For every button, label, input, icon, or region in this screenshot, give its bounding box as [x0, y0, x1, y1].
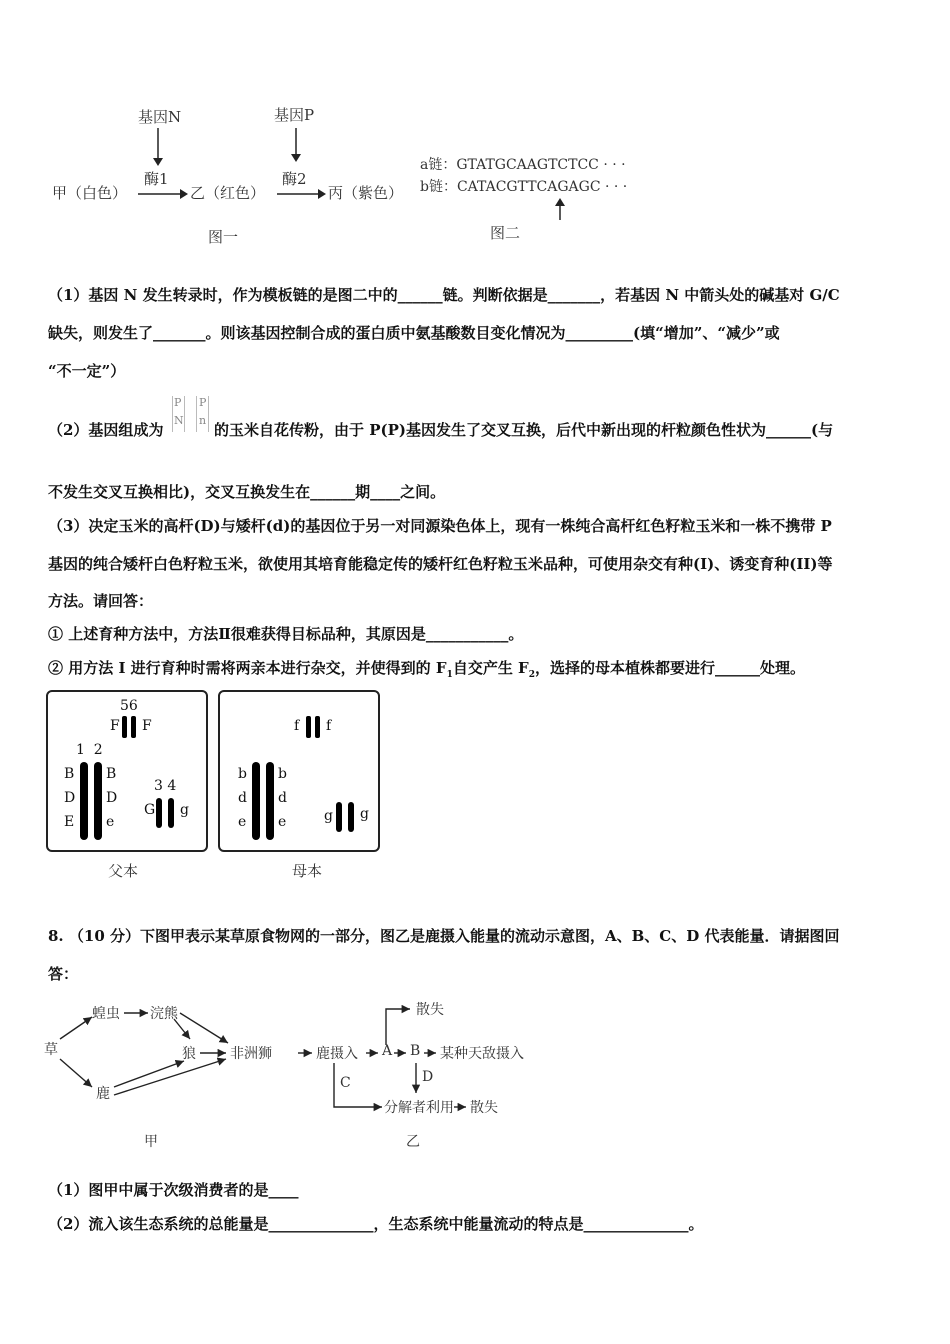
energy-c-label: C	[340, 1075, 351, 1091]
mother-f-right: f	[326, 718, 332, 734]
mother-chrom-5	[306, 716, 311, 738]
q3-sub2-post: ，选择的母本植株都要进行______处理。	[534, 659, 805, 677]
father-left-gene-1: D	[64, 790, 76, 806]
deer-intake-label: 鹿摄入	[316, 1046, 358, 1062]
q1-line3: “不一定”）	[48, 362, 126, 380]
father-panel	[46, 690, 208, 852]
father-caption: 父本	[108, 862, 139, 880]
mother-caption: 母本	[292, 862, 323, 880]
lost-1-label: 散失	[416, 1002, 444, 1018]
mother-chrom-2	[266, 762, 274, 840]
mother-left-gene-1: d	[238, 790, 247, 806]
father-chrom-2	[94, 762, 102, 840]
mother-f-left: f	[294, 718, 300, 734]
mother-chrom-6	[315, 716, 320, 738]
father-G: G	[144, 802, 156, 818]
father-F-right: F	[142, 718, 152, 734]
father-F-left: F	[110, 718, 120, 734]
gene-n-label: 基因N	[138, 108, 182, 126]
father-g: g	[180, 802, 189, 818]
q3-sub2-mid: 自交产生 F	[452, 659, 529, 677]
father-right-gene-2: e	[106, 814, 115, 830]
lion-label: 非洲狮	[230, 1046, 272, 1062]
deer-label: 鹿	[96, 1086, 110, 1102]
mother-chrom-4	[348, 802, 354, 832]
q3-line2: 基因的纯合矮杆白色籽粒玉米，欲使用其培育能稳定传的矮杆红色籽粒玉米品种，可使用杂交有种(I)、诱变育种(II)等	[48, 555, 833, 573]
q3-line3: 方法。请回答：	[48, 592, 154, 610]
locust-label: 蝗虫	[92, 1006, 120, 1022]
b-chain: b链：CATACGTTCAGAGC · · ·	[420, 179, 628, 195]
q3-sub1: ① 上述育种方法中，方法Ⅱ很难获得目标品种，其原因是___________。	[48, 625, 524, 643]
genotype-p-right: P	[199, 396, 207, 409]
mother-g-left: g	[324, 808, 333, 824]
wolf-label: 狼	[182, 1046, 196, 1062]
mother-right-gene-2: e	[278, 814, 287, 830]
food-web-figure	[40, 995, 300, 1155]
mother-right-gene-0: b	[278, 766, 287, 782]
food-web-caption: 甲	[144, 1134, 158, 1150]
figure-1	[40, 100, 420, 250]
genotype-n-right: n	[199, 414, 207, 427]
decomposer-label: 分解者利用	[384, 1100, 454, 1116]
q8-line1-text: 8. （10 分）下图甲表示某草原食物网的一部分，图乙是鹿摄入能量的流动示意图，A、B、C、D 代表能量．请据图回	[48, 927, 840, 945]
figure-2-caption: 图二	[490, 224, 521, 242]
q2-line2: 不发生交叉互换相比)，交叉互换发生在______期____之间。	[48, 483, 446, 501]
q8-line2: 答：	[48, 965, 79, 983]
energy-d-label: D	[422, 1069, 434, 1085]
father-chrom-5	[122, 716, 127, 738]
father-right-gene-1: D	[106, 790, 118, 806]
q3-sub2-pre: ② 用方法 I 进行育种时需将两亲本进行杂交，并使得到的 F	[48, 659, 447, 677]
q3-sub2-s1: 1	[446, 670, 453, 680]
a-chain: a链：GTATGCAAGTCTCC · · ·	[420, 157, 626, 173]
q2-prefix: （2）基因组成为	[48, 421, 164, 439]
mother-left-gene-2: e	[238, 814, 247, 830]
bing-purple-label: 丙（紫色）	[328, 184, 404, 202]
q1-line1: （1）基因 N 发生转录时，作为模板链的是图二中的______链。判断依据是_______，若基因 N 中箭头处的碱基对 G/C	[48, 286, 840, 304]
father-left-gene-0: B	[64, 766, 75, 782]
father-left-gene-2: E	[64, 814, 75, 830]
q3-sub2	[48, 657, 805, 686]
q2-suffix: 的玉米自花传粉，由于 P(P)基因发生了交叉互换，后代中新出现的杆粒颜色性状为______(与	[214, 421, 834, 439]
lost-2-label: 散失	[470, 1100, 498, 1116]
q8-line1	[48, 925, 839, 947]
energy-flow-figure	[296, 995, 536, 1155]
father-n56: 56	[120, 698, 138, 714]
father-right-gene-0: B	[106, 766, 117, 782]
yi-red-label: 乙（红色）	[190, 184, 266, 202]
energy-flow-caption: 乙	[406, 1134, 420, 1150]
grass-label: 草	[44, 1042, 58, 1058]
father-n34: 3 4	[154, 778, 177, 794]
mother-left-gene-0: b	[238, 766, 247, 782]
father-chrom-1	[80, 762, 88, 840]
mother-panel	[218, 690, 380, 852]
q8-sub1: （1）图甲中属于次级消费者的是____	[48, 1181, 299, 1199]
figure-2	[420, 148, 650, 248]
energy-b-label: B	[410, 1043, 421, 1059]
father-n12: 1 2	[76, 742, 103, 758]
genotype-figure	[170, 396, 214, 436]
mother-g-right: g	[360, 806, 369, 822]
energy-a-label: A	[382, 1043, 393, 1059]
enzyme-1-label: 酶1	[144, 170, 169, 188]
q3-line1: （3）决定玉米的高杆(D)与矮杆(d)的基因位于另一对同源染色体上，现有一株纯合高杆红色籽粒玉米和一株不携带 P	[48, 517, 832, 535]
father-chrom-4	[168, 798, 174, 828]
figure-1-caption: 图一	[208, 228, 239, 246]
mother-right-gene-1: d	[278, 790, 287, 806]
mother-chrom-3	[336, 802, 342, 832]
q1-line2: 缺失，则发生了_______。则该基因控制合成的蛋白质中氨基酸数目变化情况为_________(填“增加”、“减少”或	[48, 324, 780, 342]
enzyme-2-label: 酶2	[282, 170, 307, 188]
q8-sub2: （2）流入该生态系统的总能量是______________，生态系统中能量流动的特点是______________。	[48, 1215, 704, 1233]
predator-label: 某种天敌摄入	[440, 1046, 524, 1062]
jia-white-label: 甲（白色）	[52, 184, 128, 202]
raccoon-label: 浣熊	[150, 1006, 178, 1022]
genotype-n-left: N	[174, 414, 184, 427]
mutation-arrow-icon	[420, 148, 650, 228]
gene-p-label: 基因P	[274, 106, 315, 124]
father-chrom-6	[131, 716, 136, 738]
mother-chrom-1	[252, 762, 260, 840]
genotype-p-left: P	[174, 396, 182, 409]
q3-sub2-s2: 2	[528, 670, 535, 680]
father-chrom-3	[156, 798, 162, 828]
